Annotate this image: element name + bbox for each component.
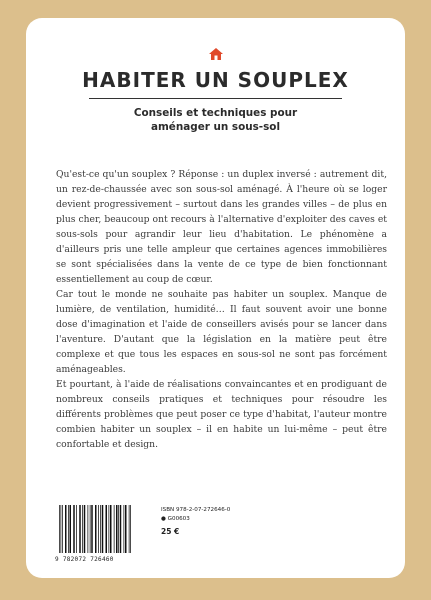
title-divider <box>89 98 342 99</box>
barcode-digits: 9 782072 726460 <box>55 556 114 563</box>
blurb-paragraph-1: Qu'est-ce qu'un souplex ? Réponse : un duplex inversé : autrement dit, un rez-de-chaussée avec son sous-sol aménagé. À l'heure où se loger devient progressivement – surtout dans les grandes villes – de plus en plus cher, beaucoup ont recours à l'alternative d'exploiter des caves et sous-sols pour agrandir leur lieu d'habitation. Le phénomène a d'ailleurs pris une telle ampleur que certaines agences immobilières se sont spécialisées dans la vente de ce type de bien fonctionnant essentiellement au coup de cœur. <box>56 169 387 285</box>
barcode-bar <box>62 505 63 553</box>
subtitle-line-1: Conseils et techniques pour <box>133 107 298 119</box>
isbn-block <box>161 506 230 538</box>
book-subtitle <box>26 106 405 134</box>
barcode-bar <box>124 505 125 553</box>
recycle-icon: ● <box>161 516 166 522</box>
barcode-bar <box>116 505 118 553</box>
barcode-bar <box>76 505 77 553</box>
barcode-bar <box>125 505 127 553</box>
blurb <box>56 167 387 452</box>
barcode-bar <box>106 505 108 553</box>
barcode-bar <box>130 505 131 553</box>
product-code <box>161 515 230 524</box>
subtitle-line-2: aménager un sous-sol <box>150 121 281 133</box>
barcode-bar <box>91 505 93 553</box>
barcode-bar <box>98 505 99 553</box>
barcode-bar <box>70 505 72 553</box>
barcode-bar <box>65 505 67 553</box>
barcode-bars <box>55 503 151 555</box>
barcode <box>55 503 151 561</box>
product-code-text: G00603 <box>167 516 190 522</box>
book-title: HABITER UN SOUPLEX <box>82 68 349 92</box>
barcode-bar <box>114 505 115 553</box>
barcode-bar <box>88 505 89 553</box>
blurb-paragraph-3: Et pourtant, à l'aide de réalisations convaincantes et en prodiguant de nombreux conseils pratiques et techniques pour résoudre les différents problèmes que peut poser ce type d'habitat, l'auteur montre combien habiter un souplex – il en habite un lui-même – peut être confortable et design. <box>56 379 387 450</box>
barcode-bar <box>82 505 83 553</box>
barcode-bar <box>68 505 69 553</box>
barcode-bar <box>73 505 75 553</box>
barcode-bar <box>95 505 97 553</box>
barcode-bar <box>129 505 130 553</box>
barcode-bar <box>109 505 110 553</box>
barcode-bar <box>100 505 101 553</box>
barcode-bar <box>84 505 86 553</box>
barcode-bar <box>120 505 122 553</box>
barcode-bar <box>59 505 60 553</box>
barcode-bar <box>118 505 119 553</box>
barcode-bar <box>102 505 104 553</box>
back-cover <box>26 18 405 578</box>
barcode-bar <box>110 505 112 553</box>
barcode-bar <box>90 505 91 553</box>
house-icon <box>209 48 223 60</box>
barcode-bar <box>61 505 62 553</box>
price: 25 € <box>161 527 180 536</box>
isbn-number: ISBN 978-2-07-272646-0 <box>161 507 231 513</box>
blurb-paragraph-2: Car tout le monde ne souhaite pas habiter un souplex. Manque de lumière, de ventilation, humidité… Il faut souvent avoir une bonne dose d'imagination et l'aide de conseillers avisés pour se lancer dans l'aventure. D'autant que la législation en la matière peut être complexe et que tous les espaces en sous-sol ne sont pas forcément aménageables. <box>56 289 387 375</box>
barcode-bar <box>79 505 81 553</box>
